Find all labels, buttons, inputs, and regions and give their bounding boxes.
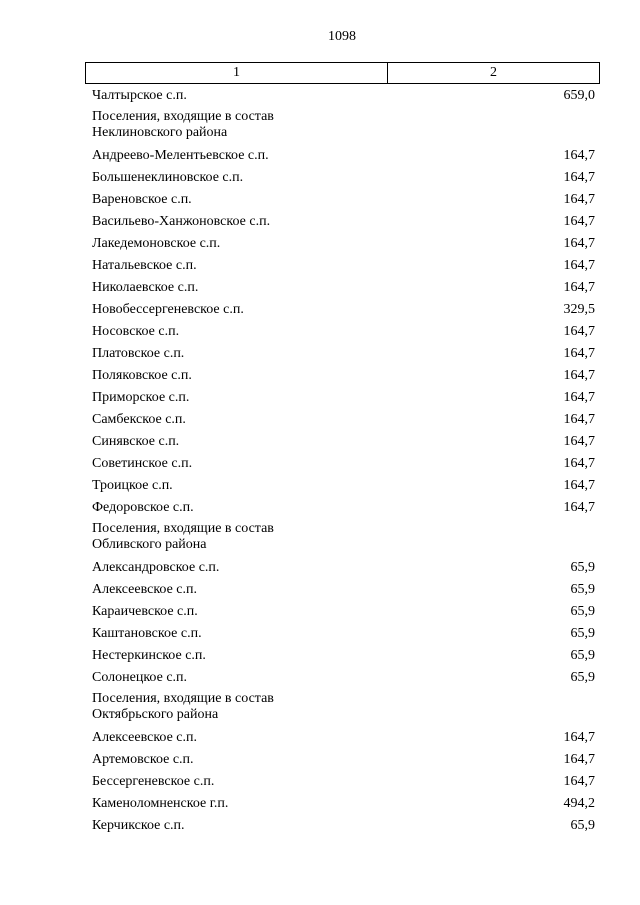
settlement-name: Каменоломненское г.п. <box>92 796 229 811</box>
group-heading-line: Неклиновского района <box>92 125 228 140</box>
table-row <box>85 557 600 579</box>
table-row <box>85 211 600 233</box>
settlement-name: Троицкое с.п. <box>92 478 173 493</box>
table-row <box>85 579 600 601</box>
settlement-value: 164,7 <box>563 434 595 449</box>
settlement-value: 164,7 <box>563 390 595 405</box>
table-row <box>85 255 600 277</box>
settlement-value: 164,7 <box>563 192 595 207</box>
settlement-value: 659,0 <box>563 88 595 103</box>
settlement-value: 164,7 <box>563 258 595 273</box>
settlement-name: Бессергеневское с.п. <box>92 774 215 789</box>
group-heading <box>85 689 600 727</box>
settlement-value: 65,9 <box>570 604 595 619</box>
settlement-value: 65,9 <box>570 648 595 663</box>
settlement-name: Артемовское с.п. <box>92 752 194 767</box>
settlement-value: 164,7 <box>563 456 595 471</box>
table-row <box>85 623 600 645</box>
table-row <box>85 299 600 321</box>
settlement-name: Вареновское с.п. <box>92 192 192 207</box>
group-heading-line: Октябрьского района <box>92 707 219 722</box>
settlement-value: 164,7 <box>563 730 595 745</box>
table-row <box>85 601 600 623</box>
settlement-value: 164,7 <box>563 752 595 767</box>
settlement-name: Советинское с.п. <box>92 456 193 471</box>
group-heading <box>85 519 600 557</box>
table-row <box>85 793 600 815</box>
settlement-name: Нестеркинское с.п. <box>92 648 206 663</box>
settlement-value: 164,7 <box>563 346 595 361</box>
settlement-name: Чалтырское с.п. <box>92 88 187 103</box>
group-heading-line: Поселения, входящие в состав <box>92 691 274 706</box>
settlement-value: 164,7 <box>563 368 595 383</box>
group-heading-line: Поселения, входящие в состав <box>92 109 274 124</box>
settlement-name: Алексеевское с.п. <box>92 582 197 597</box>
table-row <box>85 497 600 519</box>
table-row <box>85 233 600 255</box>
settlement-name: Караичевское с.п. <box>92 604 198 619</box>
table-row <box>85 475 600 497</box>
settlement-value: 494,2 <box>563 796 595 811</box>
table-row <box>85 85 600 107</box>
settlement-value: 164,7 <box>563 170 595 185</box>
group-heading-line: Обливского района <box>92 537 207 552</box>
settlement-name: Солонецкое с.п. <box>92 670 188 685</box>
group-heading <box>85 107 600 145</box>
table-row <box>85 145 600 167</box>
settlement-value: 164,7 <box>563 280 595 295</box>
settlement-value: 65,9 <box>570 818 595 833</box>
table-row <box>85 431 600 453</box>
table-row <box>85 321 600 343</box>
table-row <box>85 771 600 793</box>
settlement-name: Керчикское с.п. <box>92 818 185 833</box>
settlement-value: 65,9 <box>570 582 595 597</box>
settlement-name: Федоровское с.п. <box>92 500 194 515</box>
settlement-name: Николаевское с.п. <box>92 280 199 295</box>
settlement-name: Большенеклиновское с.п. <box>92 170 244 185</box>
table-header <box>85 62 600 84</box>
settlement-name: Натальевское с.п. <box>92 258 197 273</box>
settlement-name: Александровское с.п. <box>92 560 220 575</box>
table-row <box>85 749 600 771</box>
settlement-value: 65,9 <box>570 560 595 575</box>
settlement-value: 164,7 <box>563 214 595 229</box>
settlement-value: 164,7 <box>563 412 595 427</box>
settlement-value: 164,7 <box>563 500 595 515</box>
table-body <box>85 85 600 837</box>
settlement-name: Самбекское с.п. <box>92 412 186 427</box>
settlement-name: Васильево-Ханжоновское с.п. <box>92 214 271 229</box>
page-number: 1098 <box>328 29 356 44</box>
table-row <box>85 409 600 431</box>
settlement-name: Приморское с.п. <box>92 390 190 405</box>
settlement-name: Андреево-Мелентьевское с.п. <box>92 148 269 163</box>
table-row <box>85 453 600 475</box>
table-row <box>85 645 600 667</box>
column-header-2: 2 <box>490 65 497 80</box>
settlement-name: Каштановское с.п. <box>92 626 202 641</box>
settlement-value: 65,9 <box>570 670 595 685</box>
settlement-name: Новобессергеневское с.п. <box>92 302 244 317</box>
settlement-name: Синявское с.п. <box>92 434 180 449</box>
group-heading-line: Поселения, входящие в состав <box>92 521 274 536</box>
settlement-value: 164,7 <box>563 478 595 493</box>
table-row <box>85 189 600 211</box>
settlement-name: Алексеевское с.п. <box>92 730 197 745</box>
settlement-value: 164,7 <box>563 774 595 789</box>
column-header-1: 1 <box>86 63 388 83</box>
table-row <box>85 343 600 365</box>
table-row <box>85 727 600 749</box>
settlement-name: Лакедемоновское с.п. <box>92 236 221 251</box>
settlement-value: 164,7 <box>563 148 595 163</box>
table-row <box>85 277 600 299</box>
table-row <box>85 387 600 409</box>
settlement-name: Поляковское с.п. <box>92 368 192 383</box>
settlement-value: 65,9 <box>570 626 595 641</box>
table-row <box>85 167 600 189</box>
table-row <box>85 815 600 837</box>
settlement-value: 329,5 <box>563 302 595 317</box>
table-row <box>85 667 600 689</box>
settlement-value: 164,7 <box>563 236 595 251</box>
settlement-name: Носовское с.п. <box>92 324 180 339</box>
table-row <box>85 365 600 387</box>
settlement-value: 164,7 <box>563 324 595 339</box>
settlement-name: Платовское с.п. <box>92 346 185 361</box>
